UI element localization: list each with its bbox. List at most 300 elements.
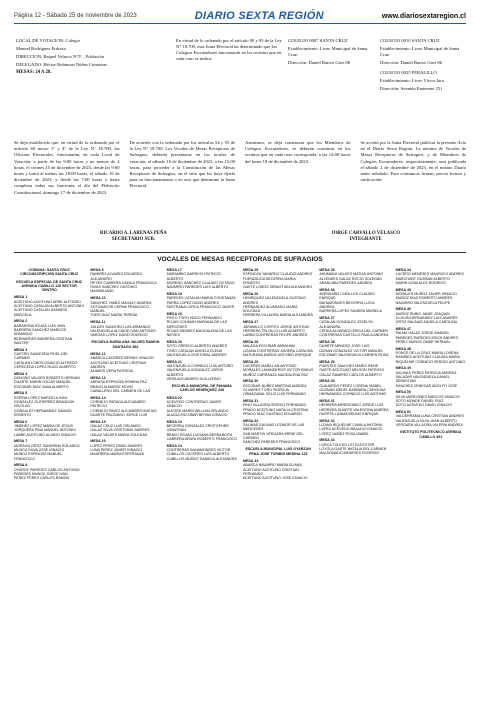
vocal-name: ALLENDES GALAZ ROCIO SOLEDAD [319, 276, 382, 281]
mesa-entry [319, 268, 389, 285]
vocal-name: MUÑOZ DIAZ ROBERTO ANDRES [395, 296, 453, 301]
mesa-title: MESA 44 [395, 268, 411, 272]
vocal-name: ABARCA NAVARRO MARIA ELIANA [243, 463, 302, 468]
vocal-name: CUBILLOS CACERES LUIS ALBERTO [166, 452, 230, 457]
vocal-name: BRAVO ALMARCE KEVIN [90, 384, 133, 389]
vocal-name: MUJICA SILVA JOSE IGNACIO [14, 447, 65, 452]
mesa-entry [243, 340, 313, 357]
colegio-a [286, 38, 376, 128]
vocal-name: CASTRO SAAVEDRA FIDEL DEL CARMEN [14, 352, 68, 361]
local-a-line: DIRECCION: Raquel Velasco N°5° , Población [16, 54, 105, 59]
vocales-title: VOCALES DE MESAS RECEPTORAS DE SUFRAGIOS [14, 252, 466, 263]
vocal-name: CABRERA ARAYA ROBERTO FRANCISCO [166, 436, 237, 441]
acta-paragraph: De acuerdo con lo ordenado por los artículos 54 y 55 de la Ley N° 18.700, Los Vocales de Mesas Receptoras de Sufragios, deberán presentarse en los locales de votación, el sábado 16 de diciembre de 2023, a las 15:00 horas, para proceder a la Constitución de las Mesas Receptoras de Sufragios, en el sitio que les haya fijado para su funcionamiento o en otro que determine la Junta Electoral. [129, 140, 235, 189]
mesa-title: MESA 12 [90, 352, 106, 357]
vocal-name: CATALAN GONZALEZ JOSELYN ALEJANDRA [319, 320, 373, 329]
mesa-title: MESA 16 [90, 439, 106, 444]
vocal-name: LABBE ACEITUNO ALVARO IGNACIO [14, 432, 76, 437]
mesa-entry [243, 419, 313, 445]
vocal-name: CATALAN LOBOS IGNACIO ALFREDO [14, 360, 78, 365]
vocal-name: HERNANDEZ ALVARADO MARIA SOLEDAD [243, 304, 298, 314]
vocal-name: DUARTE MENDEZ JOSE LUIS [319, 344, 370, 349]
vocal-name: GONZALEZ HERNANDEZ SAMUEL ERNESTO [14, 408, 73, 417]
mesa-entry [90, 420, 160, 437]
mesa-title: MESA 48 [395, 346, 411, 351]
vocal-name: ROJAS MENDEZ MAGDALENA DE LAS NIEVES [166, 328, 232, 338]
vocal-name: BARRERA SANCHEZ MARCOS ARMANDO [14, 328, 67, 337]
vocal-name: TORO CATALAN ANGELA ELENA [166, 348, 222, 353]
vocal-name: SOTO ACEVEDO DAVID IGNACIO [395, 403, 453, 408]
mesa-entry [90, 268, 160, 294]
vocal-name: OYARCE PAREDES CARLOS ANTONIO [14, 467, 80, 472]
vocal-name: MAUREIRA MARIA ESPERANZA [90, 452, 145, 457]
vocal-name: ESCOBAR VALENZUELA CARMEN ROSA [319, 352, 389, 357]
vocal-name: CABALLERO DEL CARMEN DE LAS [90, 388, 151, 393]
vocal-name: SAN MARTIN VERGARA IRENE DEL CARMEN [243, 431, 304, 440]
vocal-name: CERECEDA LOPEZ HUGO ALBERTO [14, 364, 76, 369]
mesa-title: MESA 11 [90, 320, 106, 325]
mesa-entry [243, 399, 313, 416]
mesa-entry [14, 348, 84, 369]
mesa-title: MESA 10 [90, 296, 106, 301]
vocal-name: GALAZ VALDES MARIA SOLEDAD [90, 432, 148, 437]
vocal-name: BARRERA LOPEZ SANDRA MARIELA [319, 309, 382, 314]
vocales-column [90, 268, 160, 708]
mesas-note: MESAS: 24 A 28. [16, 70, 52, 75]
vocal-name: PALMA GALAZ JORGE MANUEL [395, 331, 450, 336]
mesa-title: MESA 46 [395, 307, 411, 312]
numbering-text: En virtud de lo ordenado por el artículo 90 y 95 de la Ley N° 18.700, esta Junta Electoral ha determinado que los Colegios Escrutadores funcionarán en los recintos que en cada caso se indica: [176, 38, 282, 61]
vocal-name: AVENDAÑO CUBILLOS CLAUDIO ENRIQUE [319, 291, 375, 301]
mesa-entry [14, 295, 84, 316]
vocal-name: HERRERA DUARTE VALENTINA ANDREA [319, 407, 389, 412]
mesa-entry [319, 340, 389, 357]
school-heading [167, 384, 237, 393]
vocal-name: ORMAZABAL VELIZ LUIS FERNANDO [243, 392, 307, 397]
mesa-entry [243, 292, 313, 318]
mesa-title: MESA 14 [90, 395, 106, 400]
colegio-b-line: Dirección: Daniel Barros Grez 86 [380, 60, 442, 65]
signer-role: SECRETARIO SUB. [111, 237, 155, 242]
vocal-name: MALAGA ESCOBAR ABRAHAM [243, 344, 295, 349]
mesa-entry [396, 347, 466, 364]
mesa-entry [90, 376, 160, 393]
vocal-name: CORNEJO PAVEZ ALEJANDRO MATIAS [90, 408, 157, 413]
mesa-title: MESA 45 [395, 287, 411, 292]
vocales-column [243, 268, 313, 708]
mesa-title: MESA 18 [166, 291, 182, 296]
vocal-name: RAMIREZ ALVAREZ EDUARDO ALEJANDRO [90, 272, 143, 281]
mesa-entry [396, 307, 466, 324]
mesa-title: MESA 43 [319, 438, 335, 443]
vocal-name: GONZALEZ GUTIERREZ BRANDON NICOLAS [14, 400, 75, 409]
vocal-name: HERRERA VILLAGRA MARIA ALEJANDRA [243, 313, 313, 318]
mesa-title: MESA 19 [166, 311, 182, 316]
vocal-name: CUBILLOS MUÑOZ DANIELA ALEJANDRA [166, 456, 237, 461]
mesa-title: MESA 42 [319, 418, 335, 423]
vocal-name: MARAMBIO BARRIOS PATRICIO ALBERTO [166, 272, 221, 281]
vocal-name: GAETE ACEITUNO NELSON PATRICIO [319, 368, 385, 373]
colegio-b-line: Establecimiento: Liceo Municipal de Santa Cruz. [380, 46, 460, 57]
mesa-entry [167, 312, 237, 338]
vocal-name: PONCE DE LA CRUZ MARIA LORENA [395, 351, 459, 356]
mesa-entry [319, 316, 389, 337]
vocal-name: VARGAS LOPEZ DAVID RODRIGO [90, 333, 148, 338]
page-info: Página 12 - Sábado 25 de noviembre de 2023 [14, 13, 137, 19]
vocal-name: LUCERO MENESES MAURICIO ANDRES [395, 272, 464, 277]
vocal-name: VERA ALEJANDRO GUILLERMO [166, 376, 221, 381]
vocal-name: SALAZAR VALENZUELA DANIEL SEBASTIAN [395, 375, 450, 384]
acta-text [14, 140, 466, 199]
mesa-entry [90, 320, 160, 337]
vocal-name: FUENTES SANCHEZ MARIO RENE [319, 363, 379, 368]
vocal-name: ABARCA CACERES BERNIS IGNACIO [90, 356, 154, 361]
page-header [14, 9, 466, 24]
acta-paragraph: Se deja establecido que, en virtud de lo ordenado por el artículo 60 inciso 1° y 4° de la Ley N° 18.700, las Oficinas Electorales, funcionarán, en cada Local de Votación, a partir de las 9:00 horas y no menos de 4 horas, el viernes 15 de diciembre de 2023, desde las 9:00 horas y hasta al menos las 18:00 horas, el sábado 16 de diciembre de 2023, y desde las 7:00 horas y hasta completar todas sus funciones el día del Plebiscito Constitucional, domingo 17 de diciembre de 2023. [14, 140, 120, 195]
mesa-title: MESA 38 [319, 339, 335, 344]
signatures [100, 231, 400, 243]
vocal-name: AHUMADA VALDES MATIAS ANTONIO [319, 272, 384, 277]
vocal-name: MORAGA ORTIZ SANDRINA ROLANDO [14, 443, 80, 448]
mesa-entry [167, 292, 237, 309]
mesa-title: MESA 51 [395, 410, 411, 415]
vocal-name: LIZANA RIQUELME CAMILA ANTONIA [319, 423, 383, 427]
vocal-name: PEREZ MUNOZ OMAR HERNAN [395, 339, 450, 344]
vocal-name: CONTRERAS CASTILLO PAULA ANDREA [319, 333, 389, 338]
vocal-name: GALAZ SILVA CRISTOBAL ANDRES [90, 428, 150, 433]
local-a-line: LOCAL DE VOTACION: Colegio [16, 38, 81, 43]
mesa-entry [243, 268, 313, 289]
vocal-name: SANCHEZ PAREDES FRANCISCO [243, 440, 301, 445]
school-heading: ESCUELA ESPECIAL DE SANTA CRUZ AVENIDA CABILLO 118 SECTOR CENTRO [16, 279, 83, 293]
signer-name: RICARDO A. LARENAS PEÑA [100, 231, 167, 236]
mesa-title: MESA 9 [90, 268, 104, 272]
mesa-entry [243, 320, 313, 337]
comuna-heading: COMUNA: SANTA CRUZ CIRCUNSCRIPCIÓN SANTA CRUZ [20, 268, 79, 277]
vocal-name: DUARTE MARIN OSCAR MANUEL [14, 380, 72, 385]
mesa-title: MESA 37 [319, 315, 335, 320]
school-heading [90, 340, 160, 349]
vocal-name: DURAN GONZALEZ VICTOR MANUEL [319, 348, 383, 353]
colegio-a-title: COLEGIO 0007 SANTA CRUZ [288, 38, 348, 43]
vocal-name: MALDONADO MENESES RODRIGO [319, 451, 380, 456]
mesa-title: MESA 6 [14, 419, 28, 424]
colegio-c-title: COLEGIO 0025 PERALILLO [380, 70, 437, 75]
vocal-name: ACEITUNO ACEITUNO CRISTIAN FERNANDO [243, 467, 299, 476]
vocal-name: REYES CABRERA CAMILA FRANCISCA [90, 280, 157, 285]
acta-paragraph: Se acordó por la Junta Electoral publicar la presente Acta en el Diario Sexta Región. La nómina de Vocales de Mesas Receptoras de Sufragios, y de Miembros de Colegios Escrutadores, respectivamente, será publicada el sábado 2 de diciembre de 2023, en el mismo Diario antes señalado. Para constancia firman, previa lectura y ratificación: [360, 140, 466, 183]
vocal-name: BECERRA GONZALEZ CRISTOPHER JONATHAN [166, 424, 229, 433]
mesa-title: MESA 2 [14, 319, 28, 324]
vocal-name: JARAMILLO CORTES JORGE ANTONIO [243, 324, 310, 329]
mesa-entry [90, 396, 160, 417]
mesa-title: MESA 34 [243, 459, 259, 464]
vocales-column [319, 268, 389, 708]
mesa-entry [90, 352, 160, 373]
vocal-name: BAHAMONDES BECERRA LUCIA ANDREA [319, 300, 375, 309]
mesa-entry [396, 288, 466, 305]
mesa-title: MESA 50 [395, 390, 411, 395]
mesa-entry [319, 288, 389, 314]
vocal-name: LOPEZ PEREZ FABIO ANDRES [90, 443, 143, 448]
vocal-name: JORQUERA PINA MANUEL ANTONIO [14, 428, 76, 433]
vocal-name: PINO VILLAGRA SERGIO FERNANDO [243, 403, 307, 408]
vocal-name: RAMIREZ ACEITUNO CLAUDIA MARIA [395, 355, 460, 360]
mesa-title: MESA 24 [166, 443, 182, 448]
colegio-a-line: Establecimiento: Liceo Municipal de Santa Cruz. [288, 46, 368, 57]
vocal-name: LOPEZ ACEVEDO BRAULIO IGNACIO [319, 427, 383, 432]
vocal-name: CORNEJO PARADA ALEJANDRO PATRICIO [90, 400, 146, 409]
vocal-name: LOPEZ NUÑEZ ROSA ISABEL [319, 431, 370, 436]
top-info-block [14, 38, 466, 128]
mesa-title: MESA 27 [243, 320, 259, 325]
mesa-title: MESA 13 [90, 376, 106, 381]
vocal-name: PINTO TORO HUGO FERNANDO [166, 315, 222, 320]
vocal-name: ACEITUNO ACEITUNO JOSE IGNACIO [243, 476, 308, 481]
vocal-name: HERRERA ARREDONDO JORGE LUIS [319, 403, 384, 408]
mesa-entry [14, 463, 84, 480]
vocal-name: PRADO ACEITUNO NATALIA CRISTINA [243, 407, 309, 412]
mesa-entry [319, 438, 389, 455]
vocal-name: HERRERA TRUJILLO LUIS ALBERTO [243, 328, 305, 333]
mesa-title: MESA 32 [243, 418, 259, 423]
mesa-title: INSTITUTO POLITECNICO AVENIDA CABILLO 451 [400, 430, 462, 439]
signature-block [100, 231, 167, 243]
local-a-line: Manuel Rodríguez Erdoiza [16, 46, 66, 51]
vocal-name: ORTIZ SALINAS ANGELA CAROLINA [395, 320, 458, 325]
vocal-name: MORALES LAVANDEROS VICTOR EMILIO [243, 368, 314, 373]
vocal-name: ACEITUNO CATALAN ALBERTO ANTONIO [14, 304, 85, 309]
mesa-title: MESA 15 [90, 419, 106, 424]
mesa-title: MESA 26 [243, 291, 259, 296]
vocal-name: ESCOBAR NUÑEZ MARTINA ANDREA [243, 383, 307, 388]
vocal-name: JIMENEZ LOPEZ MARIA DE JESUS [14, 424, 73, 428]
mesa-title: MESA 4 [14, 371, 28, 376]
mesa-entry [319, 360, 389, 377]
vocal-name: ACEITUNO CATALAN DAMARIS MARCELA [14, 308, 67, 317]
mesa-entry [319, 399, 389, 416]
vocal-name: ESPINA LOPEZ MARCELA IVAN [14, 395, 68, 400]
signer-name: JORGE CARVALLO VELASCO [331, 231, 400, 236]
mesa-entry [396, 268, 466, 285]
vocal-name: LABRA CONTRERAS FELIPE ANDRES [243, 333, 308, 338]
vocal-name: PARRA LOPEZ DAVID ANDRES [166, 300, 219, 305]
mesa-title: MESA 23 [166, 419, 182, 424]
mesa-title: MESA 35 [319, 268, 335, 272]
vocal-name: LOYOLA GAETE NATALIA DEL CARMEN [319, 446, 387, 451]
mesa-title: MESA 30 [243, 379, 259, 384]
mesa-title: MESA 31 [243, 399, 259, 404]
acta-paragraph: Asimismo, se deja constancia que los Miembros de Colegios Escrutadores, se deberán constituir en los recintos que en cada caso corresponda, a las 14:00 horas del lunes 18 de diciembre de 2023. [245, 140, 351, 164]
mesa-entry [167, 396, 237, 417]
mesa-title: MESA 28 [243, 339, 259, 344]
vocal-name: SALINAS SALINAS LEONOR DE LAS MERCEDES [243, 423, 305, 432]
vocal-name: GAETE LOBOS SEBASTIAN ALEJANDRO [243, 285, 313, 290]
vocal-name: MUNOZ ESPINOSA MANUEL FRANCISCO [14, 452, 63, 461]
school-heading [396, 430, 466, 439]
mesa-entry [14, 420, 84, 437]
vocal-name: HERNANDEZ CORNEJO LUIS ANTONIO [319, 392, 387, 397]
mesa-entry [319, 379, 389, 396]
vocal-name: VALDERRAMA LUNA CRISTIAN ANDRES [395, 414, 464, 419]
vocal-name: MUÑOZ RUBIO JAIME JOAQUIN [395, 311, 450, 316]
mesa-title: MESA 40 [319, 379, 335, 384]
vocal-name: VALENZUELA CRISTOBAL ANDRES [166, 352, 227, 357]
mesa-title: MESA 29 [243, 359, 259, 364]
mesa-title: MESA 8 [14, 463, 28, 468]
vocal-name: ROJAS COLIMAN MARIANA DE LAS MERCEDES [166, 320, 227, 329]
vocal-name: MUÑOZ CARRANZA MAGDALENA PAZ [243, 372, 308, 377]
vocal-name: VERGARA VILLAGRA VALERIA ANDREA [395, 423, 463, 427]
vocal-name: ALEGRE MARIN WILLIAM ORLANDO [166, 408, 229, 413]
vocal-name: RIQUELME CORNEJO SERGIO ANTONIO [395, 359, 466, 364]
mesa-title: MESA 1 [14, 295, 28, 300]
local-a-line: DELEGADO: Héctor Robinson Núñez Contreras. [16, 62, 108, 67]
vocal-name: HENRIQUEZ VALENZUELA GUSTAVO ANDRES [243, 296, 307, 305]
mesa-entry [90, 296, 160, 317]
vocal-name: GUZMAN MEDEL BARBARA CAROLINA [319, 387, 386, 392]
vocal-name: GALAZ CRUZ LUIS ORLANDO [90, 424, 141, 428]
vocal-name: NAVARRO PAREDES LUIS ALBERTO [166, 285, 229, 290]
vocal-name: DUARTE PALOMINO JORGE LUIS [90, 412, 148, 417]
vocal-name: CACERES MARILLAN ANTONIO [243, 363, 297, 368]
vocal-name: SANCHEZ VENEGAS ADOLFO JOSE [395, 383, 458, 388]
mesa-title: MESA 21 [166, 359, 182, 364]
vocal-name: SALINAS PEREZ PATRICIA ANDREA [395, 370, 457, 375]
vocal-name: SOTOMAYOR CERNA FRANCISCO MANUEL [90, 304, 149, 314]
vocal-name: MORALES MUÑOZ JAVIER IGNACIO [395, 291, 457, 296]
mesa-entry [396, 366, 466, 387]
vocal-name: PAREDES MUNOZ JORGE IVAN [14, 471, 68, 476]
vocal-name: MATURANA MUÑOZ ANTONIO ENRIQUE [243, 352, 312, 357]
signer-role: INTEGRANTE [349, 237, 382, 242]
vocal-name: PASTRANA LORCA FRANCISCO JAVIER [166, 304, 235, 309]
vocales-column [396, 268, 466, 708]
vocal-name: VALENZUELA ALCAIDE IVAN ANTONIO [90, 328, 156, 333]
mesa-entry [396, 327, 466, 344]
vocal-name: ACEVEDO CONTRERAS JAVIER IGNACIO [166, 400, 222, 409]
vocal-name: NAVARRO VALENZUELA FELIPE [395, 300, 451, 305]
vocal-name: RIVAS SANCHEZ GUSTAVO MAXIMILIANO [90, 285, 138, 294]
mesa-title: MESA 39 [319, 359, 335, 364]
vocal-name: ESCOBAR DIAZ JUAN ALBERTO [14, 384, 69, 389]
vocal-name: VALENZUELA GONZALEZ JORGE ALBERTO [166, 368, 224, 377]
vocal-name: BARAHONA ROJAS LUIS IVAN [14, 323, 66, 328]
vocal-name: LIZAMA CONTRERAS JAVIERA CATALINA [243, 348, 313, 353]
colegio-c-line: Dirección: Avenida Eminente 251 [380, 86, 443, 91]
mesa-title: MESA 25 [243, 268, 259, 272]
mesa-title: MESA 7 [14, 439, 28, 444]
mesa-entry [396, 410, 466, 427]
mesa-entry [14, 319, 84, 345]
colegio-c-line: Establecimiento: Liceo Víctor Jara. [380, 78, 445, 83]
vocal-name: BRAVO ROJAS LUCIANA BERNARDITA [166, 432, 233, 437]
mesa-entry [167, 360, 237, 381]
mesa-title: MESA 22 [166, 395, 182, 400]
vocal-name: CERDA ALVARADO ERICA DEL CARMEN [319, 328, 388, 333]
mesa-title: MESA 5 [14, 391, 28, 396]
local-votacion-a [14, 38, 164, 128]
vocal-name: ARRASA ESPINOZA ROMINA PAZ [90, 380, 147, 385]
mesa-entry [243, 379, 313, 396]
mesa-title: MESA 41 [319, 399, 335, 404]
vocal-name: SILVA MARDONES MARCOS IGNACIO [395, 394, 460, 399]
mesa-title: MESA 36 [319, 287, 335, 292]
vocal-name: PEREZ PEREZ CARLOS RAMON [14, 476, 70, 481]
vocal-name: DONOSO VALDES ROBERTO HERNAN [14, 376, 80, 381]
vocal-name: FUENZALIDA BECERRA MARIA ERNESTO [243, 276, 296, 285]
vocal-name: ALIAGA ESCOBAR BRYAN IGNACIO [166, 412, 228, 417]
mesa-title: MESA 3 [14, 347, 28, 352]
vocal-name: ACEITUNO ACEITUNO CRISTIAN ANDRES [90, 360, 147, 369]
mesa-entry [167, 340, 237, 357]
colegio-a-line: Dirección: Daniel Barros Grez 86 [288, 60, 350, 65]
mesa-entry [90, 439, 160, 456]
vocal-name: HUERTA LIZAMA BRUNO ENRIQUE [319, 411, 379, 416]
vocal-name: MARCHANT GUZMAN ALBERTO [395, 276, 450, 281]
vocal-name: PAREDES CATALAN MARIA CONSTANZA [166, 296, 236, 301]
vocal-name: LUNA PEREZ JAVIER IGNACIO [90, 447, 143, 452]
mesa-entry [243, 360, 313, 377]
mesa-entry [14, 391, 84, 417]
vocal-name: CONTRERAS BAHAMONDES VICTOR [166, 447, 231, 452]
vocal-name: VALENZUELA CORNEJO LUIS ARTURO [166, 363, 234, 368]
vocal-name: MARIN GONZALEZ RODRIGO [395, 280, 446, 285]
vocales-column [14, 268, 84, 708]
vocal-name: LORCA TOLEDO LETICIA ESTER [319, 442, 375, 447]
vocal-name: GALAZ RAMIREZ CARLOS ALBERTO [319, 372, 382, 377]
school-heading [243, 447, 313, 456]
mesa-title: MESA 17 [166, 268, 182, 272]
signature-block [331, 231, 400, 243]
vocal-name: GUAJARDO PEREZ LORENA ISABEL [319, 383, 382, 388]
vocal-name: ESPINOZA YANARDO CLAUDIO ANDRES [243, 272, 313, 277]
vocal-name: MORENO SANCHEZ CLAUDIO OCTAVIO [166, 280, 235, 285]
mesa-title: MESA 20 [166, 339, 182, 344]
mesa-title: MESA 47 [395, 327, 411, 332]
vocales-column [167, 268, 237, 708]
vocal-name: ARANCIBIA PAREDES ANDREA [319, 280, 373, 285]
mesa-title: ESCUELA MARIA ANA VALDES RAMON SANTIAGO 881 [91, 340, 160, 349]
vocal-name: VALDES SANCHEZ LUIS ARMANDO [90, 324, 151, 329]
colegio-bc [378, 38, 468, 128]
vocal-name: OLGUIN HERNANDEZ LUIS ANDRES [395, 315, 458, 320]
newspaper-brand: DIARIO SEXTA REGIÓN [194, 10, 324, 22]
mesa-title: ESCUELA MUNICIPAL LUIS OYARZUN PENA JOSE TORIBIO MEDINA 125 [245, 447, 311, 456]
vocal-name: VALENZUELA SILVA JUAN ALBERTO [395, 418, 457, 423]
mesa-title: MESA 49 [395, 366, 411, 371]
mesa-entry [396, 390, 466, 407]
vocal-name: SANCHEZ YANEZ MAGALY ANDREA [90, 300, 152, 305]
mesa-entry [14, 439, 84, 460]
mesa-entry [319, 419, 389, 436]
mesa-entry [243, 459, 313, 480]
website-link[interactable]: www.diariosextaregion.cl [381, 12, 466, 20]
mesa-title: ESCUELA MUNICIPAL DE PANAMA CARLOS HENRIQUEZ 435 [171, 384, 232, 393]
vocal-name: SOTO ORREGO ALBERTO ANDRES [166, 344, 227, 349]
vocal-name: OLIVARES TORO PATRICIA [243, 387, 289, 392]
vocal-name: BERNARDES BARRERA CRISTIAN WALTER [14, 336, 73, 345]
mesa-entry [167, 268, 237, 289]
vocal-name: ACEITUNO ACEITUNO ARIEL ALFONSO [14, 299, 81, 304]
vocal-name: SOTO MONDE DANIEL RUIZ [395, 399, 444, 404]
vocal-name: ALAMOS VERA PATRICIA [90, 369, 133, 374]
mesa-entry [14, 372, 84, 389]
vocal-name: TORO DIAZ MARIA TERESA [90, 313, 138, 318]
mesa-entry [167, 444, 237, 461]
vocal-name: PRADO DIAZ GUSTAVO EDUARDO [243, 411, 302, 416]
vocal-name: PAREDES PAREDES ERICK ANDRES [395, 335, 459, 340]
